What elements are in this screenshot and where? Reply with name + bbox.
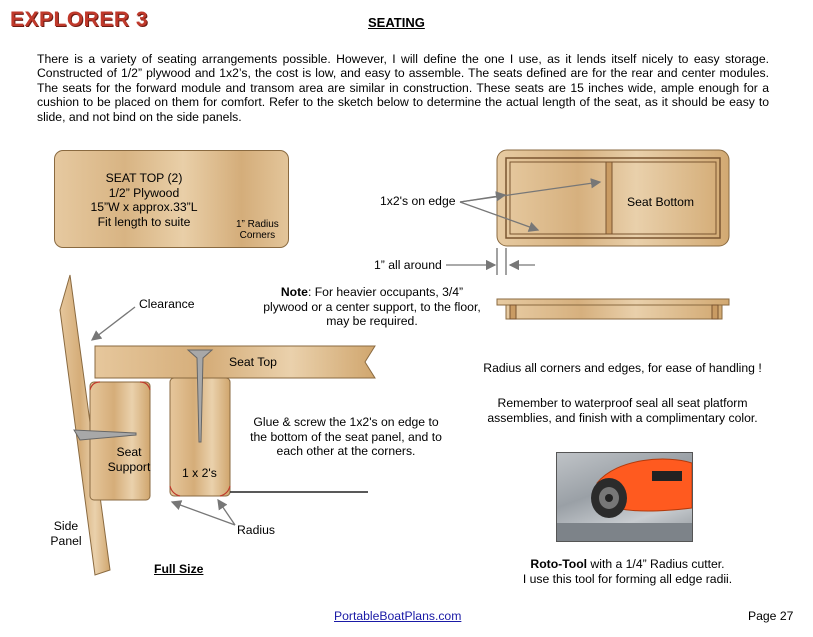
- caption-line1: with a 1/4” Radius cutter.: [587, 557, 725, 571]
- note-bold: Note: [280, 285, 308, 299]
- seat-top-spec: [54, 171, 234, 229]
- one-by-two-on-edge-label: 1x2's on edge: [380, 194, 456, 208]
- glue-instructions: Glue & screw the 1x2's on edge to the bottom of the seat panel, and to each other at the corners.: [250, 415, 442, 459]
- seat-support-board: [90, 382, 150, 500]
- radius-corners-label: [236, 219, 279, 241]
- page-title: SEATING: [368, 15, 425, 30]
- seat-bottom-label: Seat Bottom: [627, 195, 695, 209]
- full-size-label: Full Size: [154, 562, 204, 576]
- side-panel-label: [46, 519, 86, 548]
- caption-line2: I use this tool for forming all edge radii.: [522, 571, 733, 586]
- clearance-label: Clearance: [139, 297, 195, 311]
- one-by-two-label: 1 x 2's: [182, 466, 217, 480]
- radius-label: Radius: [237, 523, 275, 537]
- brand-title: EXPLORER 3: [10, 8, 149, 31]
- seat-top-line4: Fit length to suite: [97, 214, 191, 229]
- page-number: Page 27: [748, 609, 794, 623]
- radius-all-text: Radius all corners and edges, for ease of handling !: [483, 361, 762, 375]
- seat-top-line2: 1/2” Plywood: [108, 185, 180, 200]
- roto-tool-caption: [470, 557, 785, 586]
- seat-top-label: Seat Top: [229, 355, 277, 369]
- intro-paragraph: There is a variety of seating arrangements possible. However, I will define the one I use, as it lends itself nicely to easy storage. Constructed of 1/2” plywood and 1x2’s, the cost is low, and easy to assemble. The seats defined are for the rear and center modules. The seats for the forward module and transom area are similar in construction. These seats are 15 inches wide, ample enough for a cushion to be placed on them for comfort. Refer to the sketch below to determine the actual length of the seat, as it should be easy to slide, and not bind on the side panels.: [37, 52, 769, 124]
- seat-support-label: [104, 445, 154, 474]
- website-link[interactable]: PortableBoatPlans.com: [334, 609, 462, 623]
- radius-line1: 1” Radius: [236, 219, 279, 230]
- one-inch-all-around-label: 1” all around: [374, 258, 442, 272]
- note-body: : For heavier occupants, 3/4” plywood or a center support, to the floor, may be required.: [263, 285, 481, 329]
- roto-tool-icon: [557, 453, 692, 541]
- seat-support-line1: Seat: [116, 445, 142, 459]
- side-panel-line2: Panel: [50, 533, 82, 548]
- side-panel-line1: Side: [53, 519, 79, 533]
- seat-top-line1: SEAT TOP (2): [105, 171, 183, 185]
- seat-support-line2: Support: [107, 459, 151, 474]
- seat-top-line3: 15”W x approx.33”L: [90, 200, 198, 215]
- waterproof-reminder: Remember to waterproof seal all seat platform assemblies, and finish with a complimentary color.: [487, 396, 758, 425]
- seat-bottom-side-view: [497, 299, 729, 305]
- radius-line2: Corners: [239, 230, 276, 241]
- seat-bottom-top-view: [497, 150, 729, 246]
- roto-tool-photo: [556, 452, 693, 542]
- roto-tool-name: Roto-Tool: [530, 557, 588, 571]
